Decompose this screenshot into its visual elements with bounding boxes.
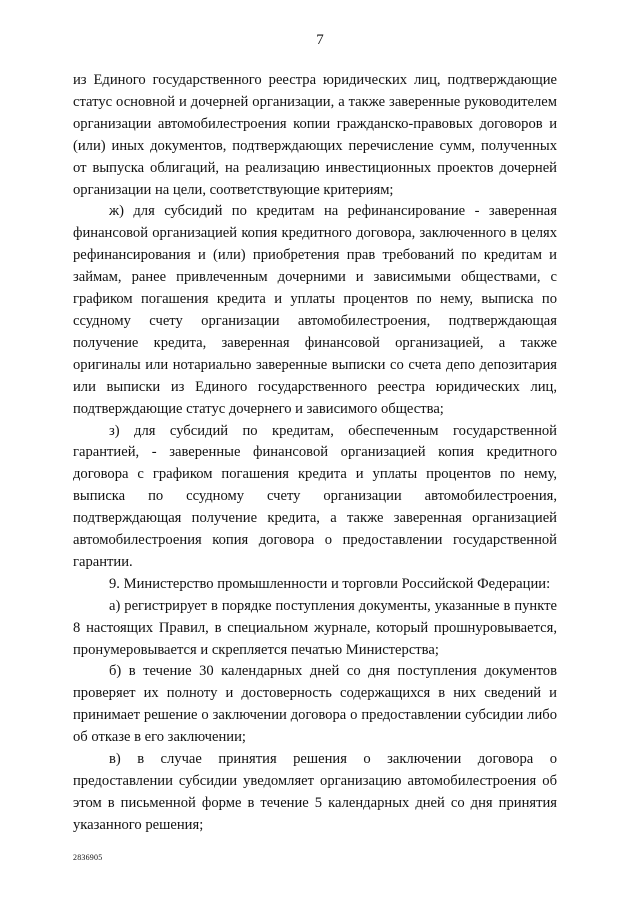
paragraph-item-a: а) регистрирует в порядке поступления документы, указанные в пункте 8 настоящих Правил, в специальном журнале, который прошнуровывается, пронумеровывается и скрепляется печатью Министерства; bbox=[73, 597, 557, 658]
paragraph-item-b: б) в течение 30 календарных дней со дня поступления документов проверяет их полноту и достоверность содержащихся в них сведений и принимает решение о заключении договора о предоставлении субсидии либо об отказе в его заключении; bbox=[73, 663, 557, 746]
paragraph-continuation: из Единого государственного реестра юридических лиц, подтверждающие статус основной и дочерней организации, а также заверенные руководителем организации автомобилестроения копии гражданско-правовых договоров и (или) иных документов, подтверждающих перечисление сумм, полученных от выпуска облигаций, на реализацию инвестиционных проектов дочерней организации на цели, соответствующие критериям; bbox=[73, 72, 557, 198]
paragraph-item-z: з) для субсидий по кредитам, обеспеченным государственной гарантией, - заверенные финансовой организацией копия кредитного договора с графиком погашения кредита и уплаты процентов по нему, выписка по ссудному счету организации автомобилестроения, подтверждающая получение кредита, а также заверенная организацией автомобилестроения копия договора о предоставлении государственной гарантии. bbox=[73, 422, 557, 570]
paragraph-item-v: в) в случае принятия решения о заключении договора о предоставлении субсидии уведомляет организацию автомобилестроения об этом в письменной форме в течение 5 календарных дней со дня принятия указанного решения; bbox=[73, 751, 557, 833]
page-number: 7 bbox=[316, 32, 324, 48]
paragraph-section-9: 9. Министерство промышленности и торговли Российской Федерации: bbox=[109, 575, 551, 592]
document-body bbox=[73, 70, 557, 837]
paragraph-item-zh: ж) для субсидий по кредитам на рефинансирование - заверенная финансовой организацией копия кредитного договора, заключенного в целях рефинансирования и (или) приобретения прав требований по кредитам и займам, ранее привлеченным дочерними и зависимыми обществами, с графиком погашения кредита и уплаты процентов по нему, выписка по ссудному счету организации автомобилестроения, подтверждающая получение кредита, заверенная финансовой организацией, а также оригиналы или нотариально заверенные выписки со счета депо депозитария или выписки из Единого государственного реестра юридических лиц, подтверждающие статус дочернего и зависимого общества; bbox=[73, 203, 557, 417]
document-code: 2836905 bbox=[73, 853, 103, 862]
